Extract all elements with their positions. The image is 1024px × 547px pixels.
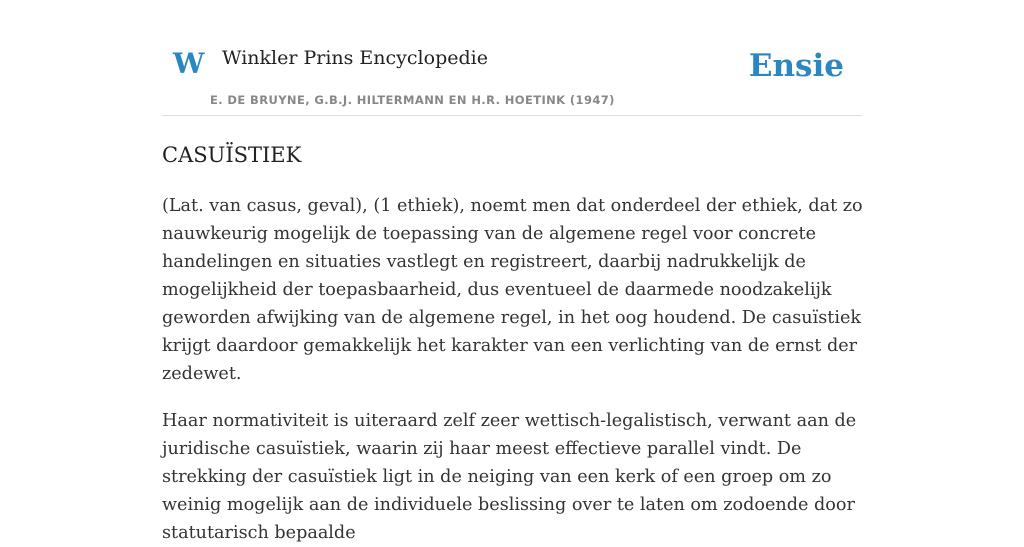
entry-content <box>162 140 864 547</box>
entry-paragraph: Haar normativiteit is uiteraard zelf zeer wettisch-legalistisch, verwant aan de juridische casuïstiek, waarin zij haar meest effectieve parallel vindt. De strekking der casuïstiek ligt in de neiging van een kerk of een groep om zo weinig mogelijk aan de individuele beslissing over te laten om zodoende door statutarisch bepaalde <box>162 411 857 543</box>
entry-paragraph: (Lat. van casus, geval), (1 ethiek), noemt men dat onderdeel der ethiek, dat zo nauwkeurig mogelijk de toepassing van de algemene regel voor concrete handelingen en situaties vastlegt en registreert, daarbij nadrukkelijk de mogelijkheid der toepasbaarheid, dus eventueel de daarmede noodzakelijk geworden afwijking van de algemene regel, in het oog houdend. De casuïstiek krijgt daardoor gemakkelijk het karakter van een verlichting van de ernst der zedewet. <box>162 196 863 384</box>
publication-authors: E. DE BRUYNE, G.B.J. HILTERMANN EN H.R. HOETINK (1947) <box>210 93 615 107</box>
publication-logo[interactable]: W <box>173 47 205 80</box>
publication-header <box>162 40 862 116</box>
entry-title: CASUÏSTIEK <box>162 143 302 167</box>
publication-title[interactable]: Winkler Prins Encyclopedie <box>222 47 488 69</box>
ensie-brand-logo[interactable]: Ensie <box>748 48 844 84</box>
